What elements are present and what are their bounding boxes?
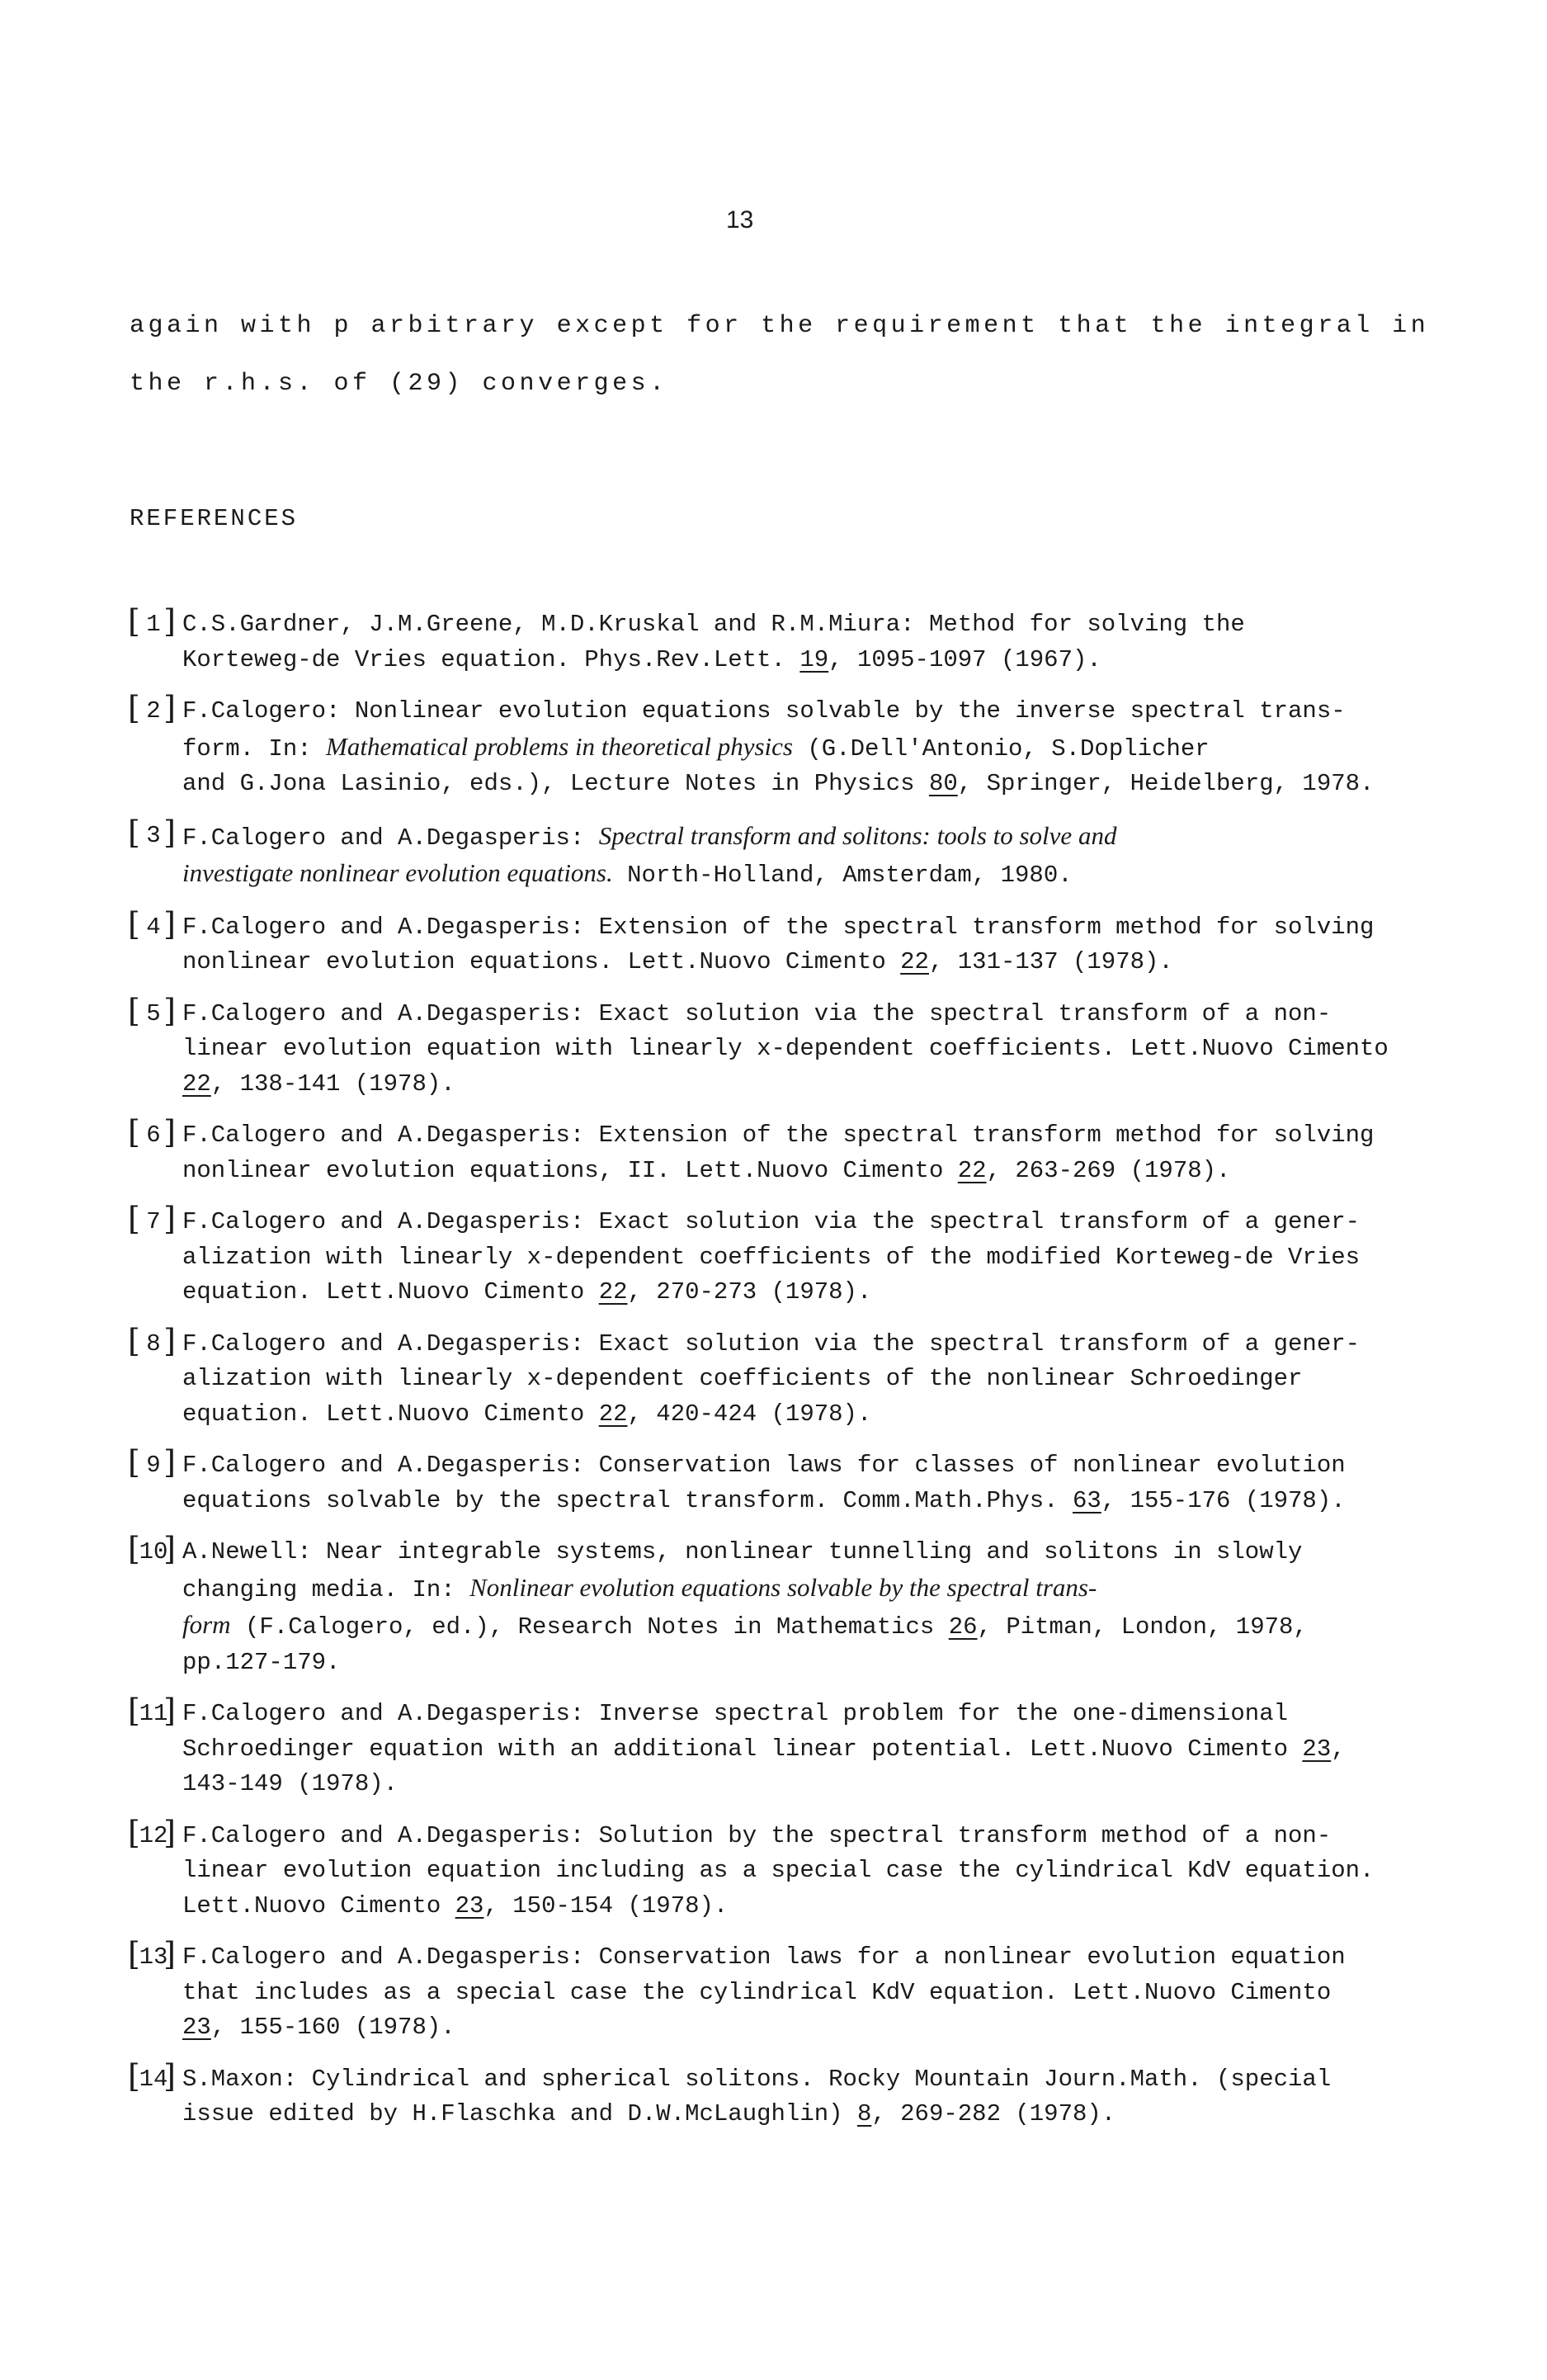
reference-line (182, 1067, 1441, 1103)
reference-line (182, 1327, 1441, 1362)
reference-number: [ 14 ] (130, 2062, 177, 2098)
reference-item (130, 1118, 1441, 1188)
reference-number: [ 1 ] (130, 607, 177, 643)
reference-item (130, 997, 1441, 1103)
reference-text: A.Newell: Near integrable systems, nonlinear tunnelling and solitons in slowly (182, 1538, 1303, 1565)
reference-text: nonlinear evolution equations. Lett.Nuovo Cimento (182, 948, 901, 975)
reference-text: F.Calogero: Nonlinear evolution equations solvable by the inverse spectral trans- (182, 697, 1346, 725)
reference-text: F.Calogero and A.Degasperis: Conservation laws for a nonlinear evolution equation (182, 1943, 1346, 1971)
reference-volume: 26 (948, 1613, 978, 1641)
reference-line (182, 694, 1441, 730)
reference-line (182, 945, 1441, 980)
reference-text: , 263-269 (1978). (986, 1156, 1231, 1184)
reference-line (182, 643, 1441, 678)
reference-line (182, 1205, 1441, 1240)
reference-line (182, 1154, 1441, 1189)
reference-number: [ 8 ] (130, 1327, 177, 1362)
reference-title: Mathematical problems in theoretical physics (326, 731, 793, 761)
reference-text: , 420-424 (1978). (627, 1400, 872, 1428)
reference-line (182, 2062, 1441, 2098)
page-number: 13 (726, 206, 754, 234)
reference-text: 143-149 (1978). (182, 1770, 399, 1797)
reference-line (182, 1570, 1441, 1608)
reference-line (182, 856, 1441, 894)
reference-number: [ 7 ] (130, 1205, 177, 1240)
reference-text: , (1331, 1735, 1346, 1763)
reference-text: Lett.Nuovo Cimento (182, 1891, 455, 1920)
reference-text: F.Calogero and A.Degasperis: Extension of the spectral transform method for solving (182, 1122, 1375, 1149)
reference-text: F.Calogero and A.Degasperis: Solution by the spectral transform method of a non- (182, 1821, 1332, 1849)
reference-text: F.Calogero and A.Degasperis: Exact solution via the spectral transform of a gener- (182, 1329, 1361, 1358)
reference-volume: 8 (856, 2100, 872, 2127)
reference-line (182, 767, 1441, 802)
reference-item (130, 2062, 1441, 2132)
reference-volume: 22 (957, 1156, 987, 1184)
reference-volume: 22 (182, 1070, 211, 1098)
reference-text: Korteweg-de Vries equation. Phys.Rev.Lett. (182, 645, 800, 673)
reference-text: , Pitman, London, 1978, (977, 1613, 1308, 1641)
reference-number: [ 6 ] (130, 1118, 177, 1154)
reference-text: F.Calogero and A.Degasperis: Inverse spectral problem for the one-dimensional (182, 1700, 1289, 1727)
reference-item (130, 910, 1441, 980)
reference-number: [ 10 ] (130, 1535, 177, 1570)
reference-item (130, 1697, 1441, 1802)
reference-volume: 23 (455, 1891, 484, 1920)
reference-line (182, 1535, 1441, 1570)
reference-text: , 1095-1097 (1967). (828, 645, 1101, 673)
reference-number: [ 11 ] (130, 1697, 177, 1732)
reference-volume: 22 (598, 1400, 628, 1428)
reference-line (182, 1819, 1441, 1854)
reference-line (182, 1853, 1441, 1889)
reference-volume: 23 (182, 2014, 211, 2041)
reference-text: , 150-154 (1978). (483, 1891, 729, 1920)
reference-title: Spectral transform and solitons: tools to solve and (598, 820, 1117, 850)
reference-line (182, 1032, 1441, 1067)
references-heading: REFERENCES (130, 505, 299, 532)
reference-text: , 131-137 (1978). (928, 948, 1173, 975)
reference-text: (F.Calogero, ed.), Research Notes in Mathematics (230, 1613, 949, 1641)
reference-volume: 19 (799, 645, 829, 673)
reference-line (182, 1940, 1441, 1976)
reference-line (182, 1608, 1441, 1646)
reference-item (130, 819, 1441, 894)
reference-item (130, 1205, 1441, 1310)
reference-text: equation. Lett.Nuovo Cimento (182, 1278, 599, 1306)
reference-item (130, 1327, 1441, 1433)
reference-text: C.S.Gardner, J.M.Greene, M.D.Kruskal and R.M.Miura: Method for solving the (182, 611, 1245, 638)
reference-text: S.Maxon: Cylindrical and spherical solitons. Rocky Mountain Journ.Math. (special (182, 2065, 1332, 2093)
reference-line (182, 910, 1441, 946)
reference-text: , 138-141 (1978). (210, 1070, 455, 1098)
reference-text: North-Holland, Amsterdam, 1980. (612, 862, 1073, 889)
reference-line (182, 2010, 1441, 2046)
reference-text: linear evolution equation including as a special case the cylindrical KdV equation. (182, 1857, 1375, 1884)
reference-text: form. In: (182, 734, 327, 763)
reference-text: that includes as a special case the cylindrical KdV equation. Lett.Nuovo Cimento (182, 1978, 1332, 2006)
intro-line: the r.h.s. of (29) converges. (130, 370, 668, 398)
reference-text: issue edited by H.Flaschka and D.W.McLaughlin) (182, 2100, 857, 2127)
reference-item (130, 1940, 1441, 2046)
reference-list (130, 607, 1441, 2149)
reference-text: equation. Lett.Nuovo Cimento (182, 1400, 599, 1428)
reference-text: F.Calogero and A.Degasperis: Exact solution via the spectral transform of a gener- (182, 1208, 1361, 1235)
reference-text: equations solvable by the spectral transform. Comm.Math.Phys. (182, 1486, 1073, 1514)
reference-volume: 63 (1072, 1486, 1101, 1514)
reference-line (182, 2097, 1441, 2132)
reference-line (182, 1889, 1441, 1924)
reference-line (182, 1362, 1441, 1397)
reference-text: pp.127-179. (182, 1648, 341, 1676)
reference-item (130, 1819, 1441, 1924)
reference-item (130, 694, 1441, 802)
reference-line (182, 997, 1441, 1032)
reference-text: , 155-176 (1978). (1101, 1486, 1346, 1514)
reference-number: [ 9 ] (130, 1448, 177, 1484)
reference-line (182, 1275, 1441, 1310)
reference-number: [ 13 ] (130, 1940, 177, 1976)
reference-text: F.Calogero and A.Degasperis: Extension of the spectral transform method for solving (182, 913, 1375, 941)
reference-title: investigate nonlinear evolution equations. (182, 858, 613, 887)
reference-item (130, 1448, 1441, 1518)
intro-line: again with p arbitrary except for the requirement that the integral in (130, 312, 1430, 340)
reference-text: nonlinear evolution equations, II. Lett.Nuovo Cimento (182, 1156, 958, 1184)
reference-line (182, 1118, 1441, 1154)
reference-text: changing media. In: (182, 1575, 470, 1603)
reference-text: F.Calogero and A.Degasperis: Conservation laws for classes of nonlinear evolution (182, 1452, 1346, 1479)
reference-text: Schroedinger equation with an additional linear potential. Lett.Nuovo Cimento (182, 1735, 1303, 1763)
reference-title: form (182, 1610, 231, 1639)
reference-line (182, 1397, 1441, 1433)
reference-volume: 23 (1302, 1735, 1332, 1763)
reference-volume: 80 (928, 770, 958, 797)
reference-line (182, 1976, 1441, 2011)
reference-item (130, 607, 1441, 678)
reference-number: [ 2 ] (130, 694, 177, 730)
reference-text: , Springer, Heidelberg, 1978. (957, 770, 1375, 797)
reference-title: Nonlinear evolution equations solvable by the spectral trans- (469, 1572, 1097, 1602)
reference-text: and G.Jona Lasinio, eds.), Lecture Notes in Physics (182, 770, 929, 797)
reference-volume: 22 (900, 948, 929, 975)
reference-text: , 155-160 (1978). (210, 2014, 455, 2041)
reference-line (182, 730, 1441, 767)
reference-number: [ 5 ] (130, 997, 177, 1032)
reference-line (182, 1448, 1441, 1484)
reference-number: [ 12 ] (130, 1819, 177, 1854)
reference-text: alization with linearly x-dependent coefficients of the nonlinear Schroedinger (182, 1365, 1303, 1392)
reference-item (130, 1535, 1441, 1680)
intro-paragraph (130, 297, 1430, 413)
reference-line (182, 1646, 1441, 1681)
reference-line (182, 819, 1441, 857)
reference-text: F.Calogero and A.Degasperis: Exact solution via the spectral transform of a non- (182, 999, 1332, 1027)
reference-line (182, 1697, 1441, 1732)
reference-text: (G.Dell'Antonio, S.Doplicher (792, 734, 1210, 763)
reference-number: [ 3 ] (130, 819, 177, 854)
reference-text: linear evolution equation with linearly x-dependent coefficients. Lett.Nuovo Cimento (182, 1035, 1389, 1062)
reference-line (182, 1240, 1441, 1276)
reference-line (182, 1767, 1441, 1802)
reference-text: F.Calogero and A.Degasperis: (182, 824, 599, 852)
reference-text: alization with linearly x-dependent coefficients of the modified Korteweg-de Vries (182, 1243, 1361, 1271)
reference-line (182, 1732, 1441, 1768)
reference-volume: 22 (598, 1278, 628, 1306)
reference-text: , 270-273 (1978). (627, 1278, 872, 1306)
reference-text: , 269-282 (1978). (871, 2100, 1116, 2127)
reference-line (182, 1484, 1441, 1519)
reference-line (182, 607, 1441, 643)
reference-number: [ 4 ] (130, 910, 177, 946)
